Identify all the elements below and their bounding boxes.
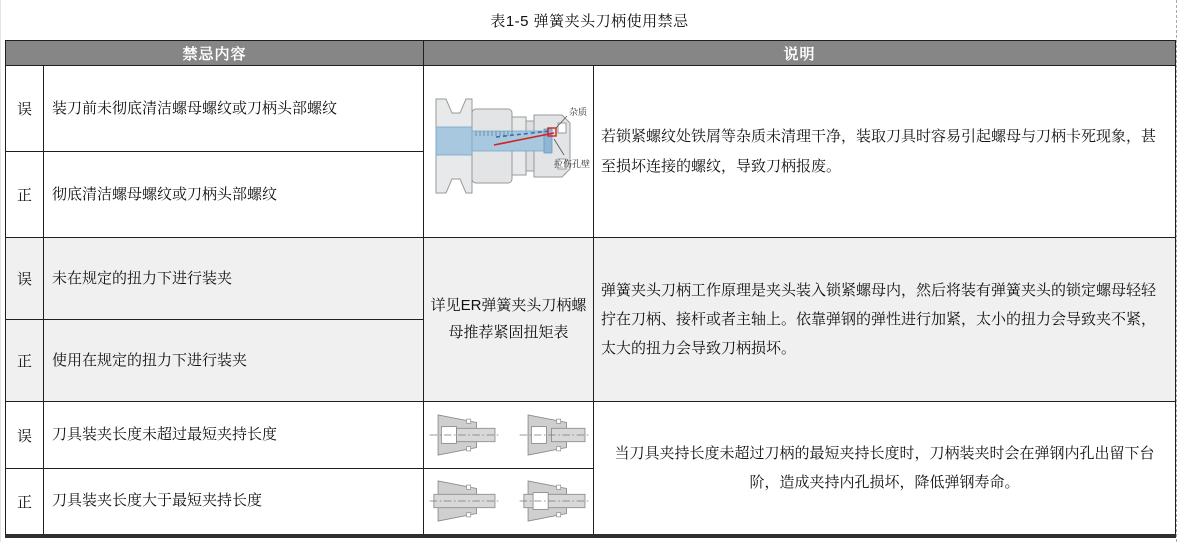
mark-wrong: 误 — [6, 66, 44, 152]
collet-diagram-full-a — [428, 476, 500, 526]
taboo-text: 未在规定的扭力下进行装夹 — [44, 238, 424, 320]
tool-holder-diagram — [426, 75, 592, 225]
header-explanation: 说明 — [424, 41, 1176, 66]
taboo-text: 刀具装夹长度大于最短夹持长度 — [44, 469, 424, 536]
explanation-text: 当刀具夹持长度未超过刀柄的最短夹持长度时，刀柄装夹时会在弹钢内孔出留下台阶，造成夹持内孔损坏，降低弹钢寿命。 — [594, 402, 1176, 536]
page-margin-guide — [1176, 0, 1177, 542]
mark-wrong: 误 — [6, 238, 44, 320]
taboo-text: 装刀前未彻底清洁螺母螺纹或刀柄头部螺纹 — [44, 66, 424, 152]
explanation-text: 弹簧夹头刀柄工作原理是夹头装入锁紧螺母内，然后将装有弹簧夹头的锁定螺母轻轻拧在刀柄、接杆或者主轴上。依靠弹钢的弹性进行加紧，太小的扭力会导致夹不紧，太大的扭力会导致刀柄损坏。 — [594, 238, 1176, 402]
collet-short-clamp-cell — [424, 402, 594, 469]
taboo-text: 刀具装夹长度未超过最短夹持长度 — [44, 402, 424, 469]
header-row — [6, 41, 1176, 66]
collet-diagram-short-b — [518, 410, 590, 460]
table-row — [6, 238, 1176, 320]
mark-correct: 正 — [6, 469, 44, 536]
header-taboo-content: 禁忌内容 — [6, 41, 424, 66]
collet-full-clamp-cell — [424, 469, 594, 536]
collet-diagram-full-b — [518, 476, 590, 526]
explanation-text: 若锁紧螺纹处铁屑等杂质未清理干净，装取刀具时容易引起螺母与刀柄卡死现象，甚至损坏连接的螺纹，导致刀柄报废。 — [594, 66, 1176, 238]
holder-diagram-cell — [424, 66, 594, 238]
mark-wrong: 误 — [6, 402, 44, 469]
table-caption: 表1-5 弹簧夹头刀柄使用禁忌 — [490, 13, 689, 30]
mark-correct: 正 — [6, 320, 44, 402]
bore-band-wide — [436, 127, 472, 155]
taboo-text: 使用在规定的扭力下进行装夹 — [44, 320, 424, 402]
table-row — [6, 66, 1176, 152]
table-row — [6, 402, 1176, 469]
page-left-edge — [0, 0, 1, 542]
collet-taboo-table — [5, 40, 1176, 538]
mark-correct: 正 — [6, 152, 44, 238]
label-scratch: 拉伤孔壁 — [553, 158, 590, 169]
collet-diagram-short-a — [428, 410, 500, 460]
taboo-text: 彻底清洁螺母螺纹或刀柄头部螺纹 — [44, 152, 424, 238]
label-debris: 杂质 — [568, 106, 587, 117]
torque-table-note: 详见ER弹簧夹头刀柄螺母推荐紧固扭矩表 — [424, 238, 594, 402]
